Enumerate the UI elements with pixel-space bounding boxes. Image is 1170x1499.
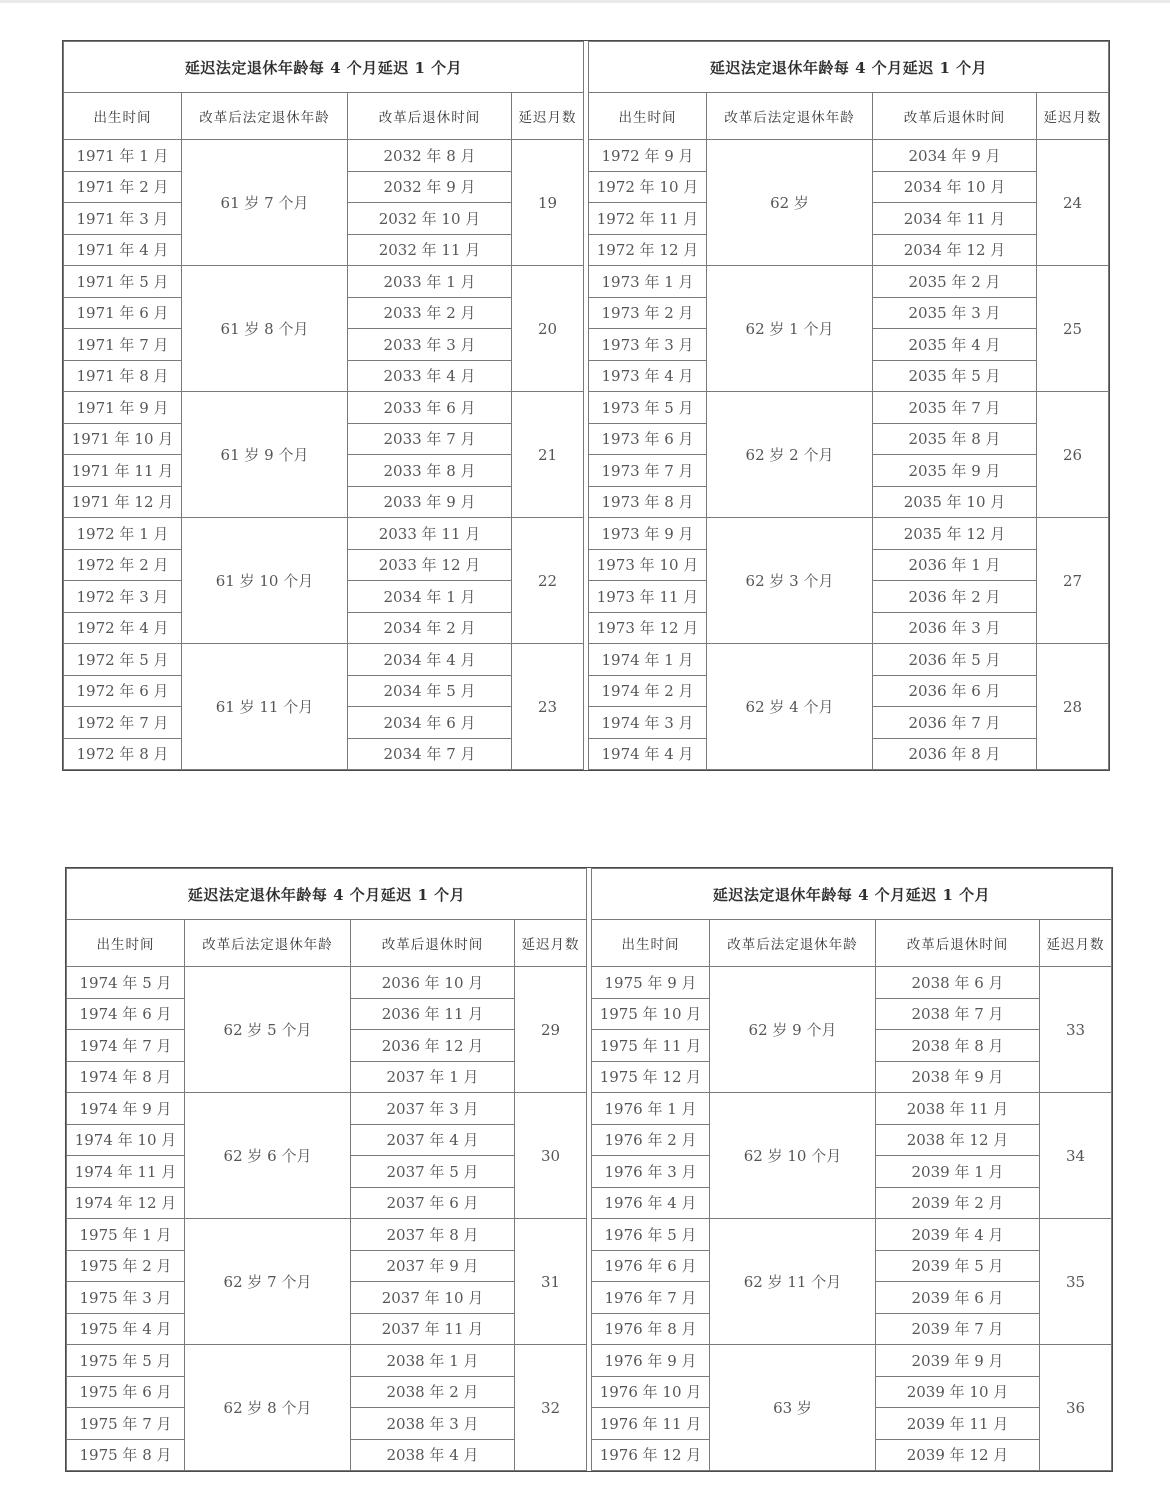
birth-date-cell: 1971 年 5 月 — [64, 266, 182, 298]
retirement-date-cell: 2035 年 8 月 — [873, 423, 1037, 455]
birth-date-cell: 1975 年 5 月 — [67, 1345, 185, 1377]
retirement-date-cell: 2036 年 3 月 — [873, 612, 1037, 644]
birth-date-cell: 1971 年 6 月 — [64, 297, 182, 329]
delay-months-cell: 27 — [1037, 518, 1109, 644]
birth-date-cell: 1976 年 10 月 — [592, 1376, 710, 1408]
retirement-date-cell: 2033 年 1 月 — [348, 266, 512, 298]
delay-months-cell: 25 — [1037, 266, 1109, 392]
birth-date-cell: 1972 年 4 月 — [64, 612, 182, 644]
birth-date-cell: 1973 年 3 月 — [589, 329, 707, 361]
birth-date-cell: 1973 年 8 月 — [589, 486, 707, 518]
delay-months-cell: 36 — [1040, 1345, 1112, 1471]
retirement-date-cell: 2038 年 7 月 — [876, 998, 1040, 1030]
table-row — [64, 140, 584, 172]
retirement-date-cell: 2039 年 10 月 — [876, 1376, 1040, 1408]
birth-date-cell: 1975 年 2 月 — [67, 1250, 185, 1282]
table-row — [67, 1093, 587, 1125]
birth-date-cell: 1972 年 5 月 — [64, 644, 182, 676]
header-retirement-date: 改革后退休时间 — [873, 93, 1037, 140]
retirement-age-cell: 61 岁 11 个月 — [182, 644, 348, 770]
birth-date-cell: 1974 年 10 月 — [67, 1124, 185, 1156]
birth-date-cell: 1973 年 12 月 — [589, 612, 707, 644]
sheet-2-tables — [65, 867, 1113, 1472]
birth-date-cell: 1971 年 7 月 — [64, 329, 182, 361]
birth-date-cell: 1972 年 3 月 — [64, 581, 182, 613]
birth-date-cell: 1971 年 11 月 — [64, 455, 182, 487]
header-retirement-date: 改革后退休时间 — [876, 920, 1040, 967]
delay-months-cell: 30 — [515, 1093, 587, 1219]
retirement-date-cell: 2037 年 10 月 — [351, 1282, 515, 1314]
retirement-date-cell: 2032 年 11 月 — [348, 234, 512, 266]
birth-date-cell: 1976 年 6 月 — [592, 1250, 710, 1282]
birth-date-cell: 1972 年 9 月 — [589, 140, 707, 172]
retirement-table — [588, 41, 1109, 770]
birth-date-cell: 1974 年 9 月 — [67, 1093, 185, 1125]
birth-date-cell: 1975 年 12 月 — [592, 1061, 710, 1093]
birth-date-cell: 1972 年 2 月 — [64, 549, 182, 581]
retirement-date-cell: 2039 年 11 月 — [876, 1408, 1040, 1440]
birth-date-cell: 1975 年 10 月 — [592, 998, 710, 1030]
retirement-date-cell: 2033 年 2 月 — [348, 297, 512, 329]
birth-date-cell: 1976 年 9 月 — [592, 1345, 710, 1377]
delay-months-cell: 23 — [512, 644, 584, 770]
retirement-date-cell: 2033 年 11 月 — [348, 518, 512, 550]
birth-date-cell: 1976 年 4 月 — [592, 1187, 710, 1219]
retirement-date-cell: 2037 年 6 月 — [351, 1187, 515, 1219]
birth-date-cell: 1975 年 7 月 — [67, 1408, 185, 1440]
delay-months-cell: 21 — [512, 392, 584, 518]
retirement-date-cell: 2038 年 3 月 — [351, 1408, 515, 1440]
table-row — [592, 1219, 1112, 1251]
retirement-age-cell: 62 岁 9 个月 — [710, 967, 876, 1093]
retirement-date-cell: 2038 年 12 月 — [876, 1124, 1040, 1156]
retirement-age-cell: 63 岁 — [710, 1345, 876, 1471]
delay-months-cell: 34 — [1040, 1093, 1112, 1219]
birth-date-cell: 1973 年 10 月 — [589, 549, 707, 581]
header-retirement-date: 改革后退休时间 — [348, 93, 512, 140]
retirement-date-cell: 2035 年 4 月 — [873, 329, 1037, 361]
retirement-date-cell: 2037 年 1 月 — [351, 1061, 515, 1093]
retirement-sheet-1 — [62, 40, 1110, 771]
retirement-date-cell: 2037 年 5 月 — [351, 1156, 515, 1188]
birth-date-cell: 1973 年 7 月 — [589, 455, 707, 487]
birth-date-cell: 1975 年 8 月 — [67, 1439, 185, 1471]
retirement-sheet-2 — [65, 867, 1113, 1472]
header-delay-months: 延迟月数 — [515, 920, 587, 967]
header-retirement-date: 改革后退休时间 — [351, 920, 515, 967]
retirement-table — [63, 41, 584, 770]
header-delay-months: 延迟月数 — [512, 93, 584, 140]
header-birth-date: 出生时间 — [592, 920, 710, 967]
birth-date-cell: 1972 年 1 月 — [64, 518, 182, 550]
delay-months-cell: 22 — [512, 518, 584, 644]
retirement-date-cell: 2032 年 9 月 — [348, 171, 512, 203]
retirement-date-cell: 2038 年 8 月 — [876, 1030, 1040, 1062]
retirement-date-cell: 2039 年 12 月 — [876, 1439, 1040, 1471]
birth-date-cell: 1975 年 6 月 — [67, 1376, 185, 1408]
retirement-age-cell: 62 岁 6 个月 — [185, 1093, 351, 1219]
retirement-date-cell: 2035 年 7 月 — [873, 392, 1037, 424]
birth-date-cell: 1974 年 4 月 — [589, 738, 707, 770]
birth-date-cell: 1975 年 4 月 — [67, 1313, 185, 1345]
birth-date-cell: 1976 年 5 月 — [592, 1219, 710, 1251]
retirement-date-cell: 2037 年 8 月 — [351, 1219, 515, 1251]
delay-months-cell: 35 — [1040, 1219, 1112, 1345]
delay-months-cell: 24 — [1037, 140, 1109, 266]
delay-months-cell: 31 — [515, 1219, 587, 1345]
header-birth-date: 出生时间 — [67, 920, 185, 967]
retirement-age-cell: 62 岁 2 个月 — [707, 392, 873, 518]
birth-date-cell: 1976 年 2 月 — [592, 1124, 710, 1156]
birth-date-cell: 1976 年 8 月 — [592, 1313, 710, 1345]
header-retirement-age: 改革后法定退休年龄 — [185, 920, 351, 967]
birth-date-cell: 1973 年 6 月 — [589, 423, 707, 455]
table-title: 延迟法定退休年龄每 4 个月延迟 1 个月 — [67, 869, 587, 920]
header-delay-months: 延迟月数 — [1040, 920, 1112, 967]
birth-date-cell: 1974 年 8 月 — [67, 1061, 185, 1093]
retirement-date-cell: 2033 年 4 月 — [348, 360, 512, 392]
table-row — [592, 967, 1112, 999]
birth-date-cell: 1971 年 2 月 — [64, 171, 182, 203]
retirement-date-cell: 2036 年 5 月 — [873, 644, 1037, 676]
retirement-date-cell: 2036 年 6 月 — [873, 675, 1037, 707]
table-row — [67, 1219, 587, 1251]
birth-date-cell: 1971 年 1 月 — [64, 140, 182, 172]
retirement-date-cell: 2033 年 7 月 — [348, 423, 512, 455]
retirement-date-cell: 2034 年 11 月 — [873, 203, 1037, 235]
retirement-date-cell: 2034 年 4 月 — [348, 644, 512, 676]
retirement-date-cell: 2035 年 5 月 — [873, 360, 1037, 392]
birth-date-cell: 1971 年 10 月 — [64, 423, 182, 455]
retirement-date-cell: 2034 年 10 月 — [873, 171, 1037, 203]
birth-date-cell: 1973 年 4 月 — [589, 360, 707, 392]
retirement-date-cell: 2034 年 1 月 — [348, 581, 512, 613]
retirement-age-cell: 61 岁 9 个月 — [182, 392, 348, 518]
delay-months-cell: 29 — [515, 967, 587, 1093]
retirement-date-cell: 2032 年 8 月 — [348, 140, 512, 172]
retirement-date-cell: 2033 年 9 月 — [348, 486, 512, 518]
table-title: 延迟法定退休年龄每 4 个月延迟 1 个月 — [64, 42, 584, 93]
header-retirement-age: 改革后法定退休年龄 — [710, 920, 876, 967]
retirement-date-cell: 2035 年 2 月 — [873, 266, 1037, 298]
retirement-date-cell: 2039 年 5 月 — [876, 1250, 1040, 1282]
retirement-date-cell: 2037 年 9 月 — [351, 1250, 515, 1282]
birth-date-cell: 1975 年 1 月 — [67, 1219, 185, 1251]
table-row — [589, 518, 1109, 550]
birth-date-cell: 1972 年 12 月 — [589, 234, 707, 266]
delay-months-cell: 28 — [1037, 644, 1109, 770]
retirement-date-cell: 2037 年 3 月 — [351, 1093, 515, 1125]
retirement-date-cell: 2036 年 1 月 — [873, 549, 1037, 581]
retirement-date-cell: 2033 年 6 月 — [348, 392, 512, 424]
birth-date-cell: 1971 年 9 月 — [64, 392, 182, 424]
retirement-date-cell: 2033 年 3 月 — [348, 329, 512, 361]
birth-date-cell: 1975 年 3 月 — [67, 1282, 185, 1314]
retirement-date-cell: 2039 年 4 月 — [876, 1219, 1040, 1251]
retirement-date-cell: 2034 年 2 月 — [348, 612, 512, 644]
table-row — [589, 644, 1109, 676]
retirement-date-cell: 2036 年 8 月 — [873, 738, 1037, 770]
birth-date-cell: 1973 年 9 月 — [589, 518, 707, 550]
retirement-table — [66, 868, 587, 1471]
retirement-date-cell: 2035 年 3 月 — [873, 297, 1037, 329]
birth-date-cell: 1976 年 3 月 — [592, 1156, 710, 1188]
retirement-date-cell: 2036 年 2 月 — [873, 581, 1037, 613]
table-row — [592, 1093, 1112, 1125]
birth-date-cell: 1974 年 5 月 — [67, 967, 185, 999]
retirement-date-cell: 2034 年 12 月 — [873, 234, 1037, 266]
birth-date-cell: 1973 年 11 月 — [589, 581, 707, 613]
retirement-age-cell: 62 岁 5 个月 — [185, 967, 351, 1093]
table-row — [589, 392, 1109, 424]
retirement-date-cell: 2038 年 6 月 — [876, 967, 1040, 999]
retirement-date-cell: 2038 年 4 月 — [351, 1439, 515, 1471]
retirement-date-cell: 2035 年 10 月 — [873, 486, 1037, 518]
retirement-date-cell: 2036 年 12 月 — [351, 1030, 515, 1062]
birth-date-cell: 1971 年 12 月 — [64, 486, 182, 518]
birth-date-cell: 1974 年 11 月 — [67, 1156, 185, 1188]
retirement-date-cell: 2039 年 2 月 — [876, 1187, 1040, 1219]
table-row — [589, 266, 1109, 298]
birth-date-cell: 1973 年 5 月 — [589, 392, 707, 424]
retirement-date-cell: 2035 年 9 月 — [873, 455, 1037, 487]
retirement-date-cell: 2038 年 2 月 — [351, 1376, 515, 1408]
retirement-date-cell: 2034 年 7 月 — [348, 738, 512, 770]
delay-months-cell: 20 — [512, 266, 584, 392]
retirement-date-cell: 2039 年 9 月 — [876, 1345, 1040, 1377]
table-title: 延迟法定退休年龄每 4 个月延迟 1 个月 — [589, 42, 1109, 93]
birth-date-cell: 1974 年 6 月 — [67, 998, 185, 1030]
birth-date-cell: 1974 年 2 月 — [589, 675, 707, 707]
birth-date-cell: 1976 年 12 月 — [592, 1439, 710, 1471]
retirement-age-cell: 62 岁 11 个月 — [710, 1219, 876, 1345]
birth-date-cell: 1972 年 10 月 — [589, 171, 707, 203]
birth-date-cell: 1972 年 7 月 — [64, 707, 182, 739]
retirement-date-cell: 2035 年 12 月 — [873, 518, 1037, 550]
retirement-age-cell: 61 岁 8 个月 — [182, 266, 348, 392]
table-row — [64, 644, 584, 676]
retirement-date-cell: 2034 年 5 月 — [348, 675, 512, 707]
table-row — [67, 967, 587, 999]
birth-date-cell: 1973 年 2 月 — [589, 297, 707, 329]
birth-date-cell: 1972 年 11 月 — [589, 203, 707, 235]
retirement-age-cell: 62 岁 3 个月 — [707, 518, 873, 644]
retirement-date-cell: 2038 年 11 月 — [876, 1093, 1040, 1125]
delay-months-cell: 19 — [512, 140, 584, 266]
retirement-age-cell: 62 岁 — [707, 140, 873, 266]
retirement-age-cell: 61 岁 7 个月 — [182, 140, 348, 266]
birth-date-cell: 1976 年 1 月 — [592, 1093, 710, 1125]
top-divider — [0, 0, 1170, 3]
table-row — [64, 266, 584, 298]
birth-date-cell: 1975 年 11 月 — [592, 1030, 710, 1062]
retirement-date-cell: 2036 年 11 月 — [351, 998, 515, 1030]
table-row — [64, 392, 584, 424]
retirement-age-cell: 62 岁 8 个月 — [185, 1345, 351, 1471]
birth-date-cell: 1975 年 9 月 — [592, 967, 710, 999]
header-delay-months: 延迟月数 — [1037, 93, 1109, 140]
header-birth-date: 出生时间 — [64, 93, 182, 140]
table-row — [589, 140, 1109, 172]
table-row — [67, 1345, 587, 1377]
birth-date-cell: 1974 年 3 月 — [589, 707, 707, 739]
birth-date-cell: 1974 年 12 月 — [67, 1187, 185, 1219]
birth-date-cell: 1971 年 4 月 — [64, 234, 182, 266]
retirement-date-cell: 2036 年 10 月 — [351, 967, 515, 999]
retirement-date-cell: 2039 年 6 月 — [876, 1282, 1040, 1314]
retirement-date-cell: 2039 年 7 月 — [876, 1313, 1040, 1345]
table-row — [64, 518, 584, 550]
retirement-age-cell: 62 岁 10 个月 — [710, 1093, 876, 1219]
birth-date-cell: 1976 年 11 月 — [592, 1408, 710, 1440]
retirement-age-cell: 62 岁 4 个月 — [707, 644, 873, 770]
retirement-date-cell: 2038 年 9 月 — [876, 1061, 1040, 1093]
delay-months-cell: 32 — [515, 1345, 587, 1471]
retirement-date-cell: 2033 年 8 月 — [348, 455, 512, 487]
retirement-date-cell: 2034 年 9 月 — [873, 140, 1037, 172]
birth-date-cell: 1973 年 1 月 — [589, 266, 707, 298]
delay-months-cell: 26 — [1037, 392, 1109, 518]
sheet-1-tables — [62, 40, 1110, 771]
header-retirement-age: 改革后法定退休年龄 — [182, 93, 348, 140]
delay-months-cell: 33 — [1040, 967, 1112, 1093]
retirement-date-cell: 2039 年 1 月 — [876, 1156, 1040, 1188]
retirement-age-cell: 61 岁 10 个月 — [182, 518, 348, 644]
birth-date-cell: 1971 年 3 月 — [64, 203, 182, 235]
header-birth-date: 出生时间 — [589, 93, 707, 140]
birth-date-cell: 1972 年 6 月 — [64, 675, 182, 707]
retirement-date-cell: 2038 年 1 月 — [351, 1345, 515, 1377]
retirement-table — [591, 868, 1112, 1471]
birth-date-cell: 1976 年 7 月 — [592, 1282, 710, 1314]
retirement-date-cell: 2037 年 11 月 — [351, 1313, 515, 1345]
retirement-date-cell: 2034 年 6 月 — [348, 707, 512, 739]
header-retirement-age: 改革后法定退休年龄 — [707, 93, 873, 140]
retirement-date-cell: 2037 年 4 月 — [351, 1124, 515, 1156]
table-title: 延迟法定退休年龄每 4 个月延迟 1 个月 — [592, 869, 1112, 920]
retirement-age-cell: 62 岁 7 个月 — [185, 1219, 351, 1345]
retirement-date-cell: 2033 年 12 月 — [348, 549, 512, 581]
retirement-age-cell: 62 岁 1 个月 — [707, 266, 873, 392]
retirement-date-cell: 2036 年 7 月 — [873, 707, 1037, 739]
retirement-date-cell: 2032 年 10 月 — [348, 203, 512, 235]
birth-date-cell: 1974 年 7 月 — [67, 1030, 185, 1062]
birth-date-cell: 1972 年 8 月 — [64, 738, 182, 770]
birth-date-cell: 1971 年 8 月 — [64, 360, 182, 392]
table-row — [592, 1345, 1112, 1377]
birth-date-cell: 1974 年 1 月 — [589, 644, 707, 676]
